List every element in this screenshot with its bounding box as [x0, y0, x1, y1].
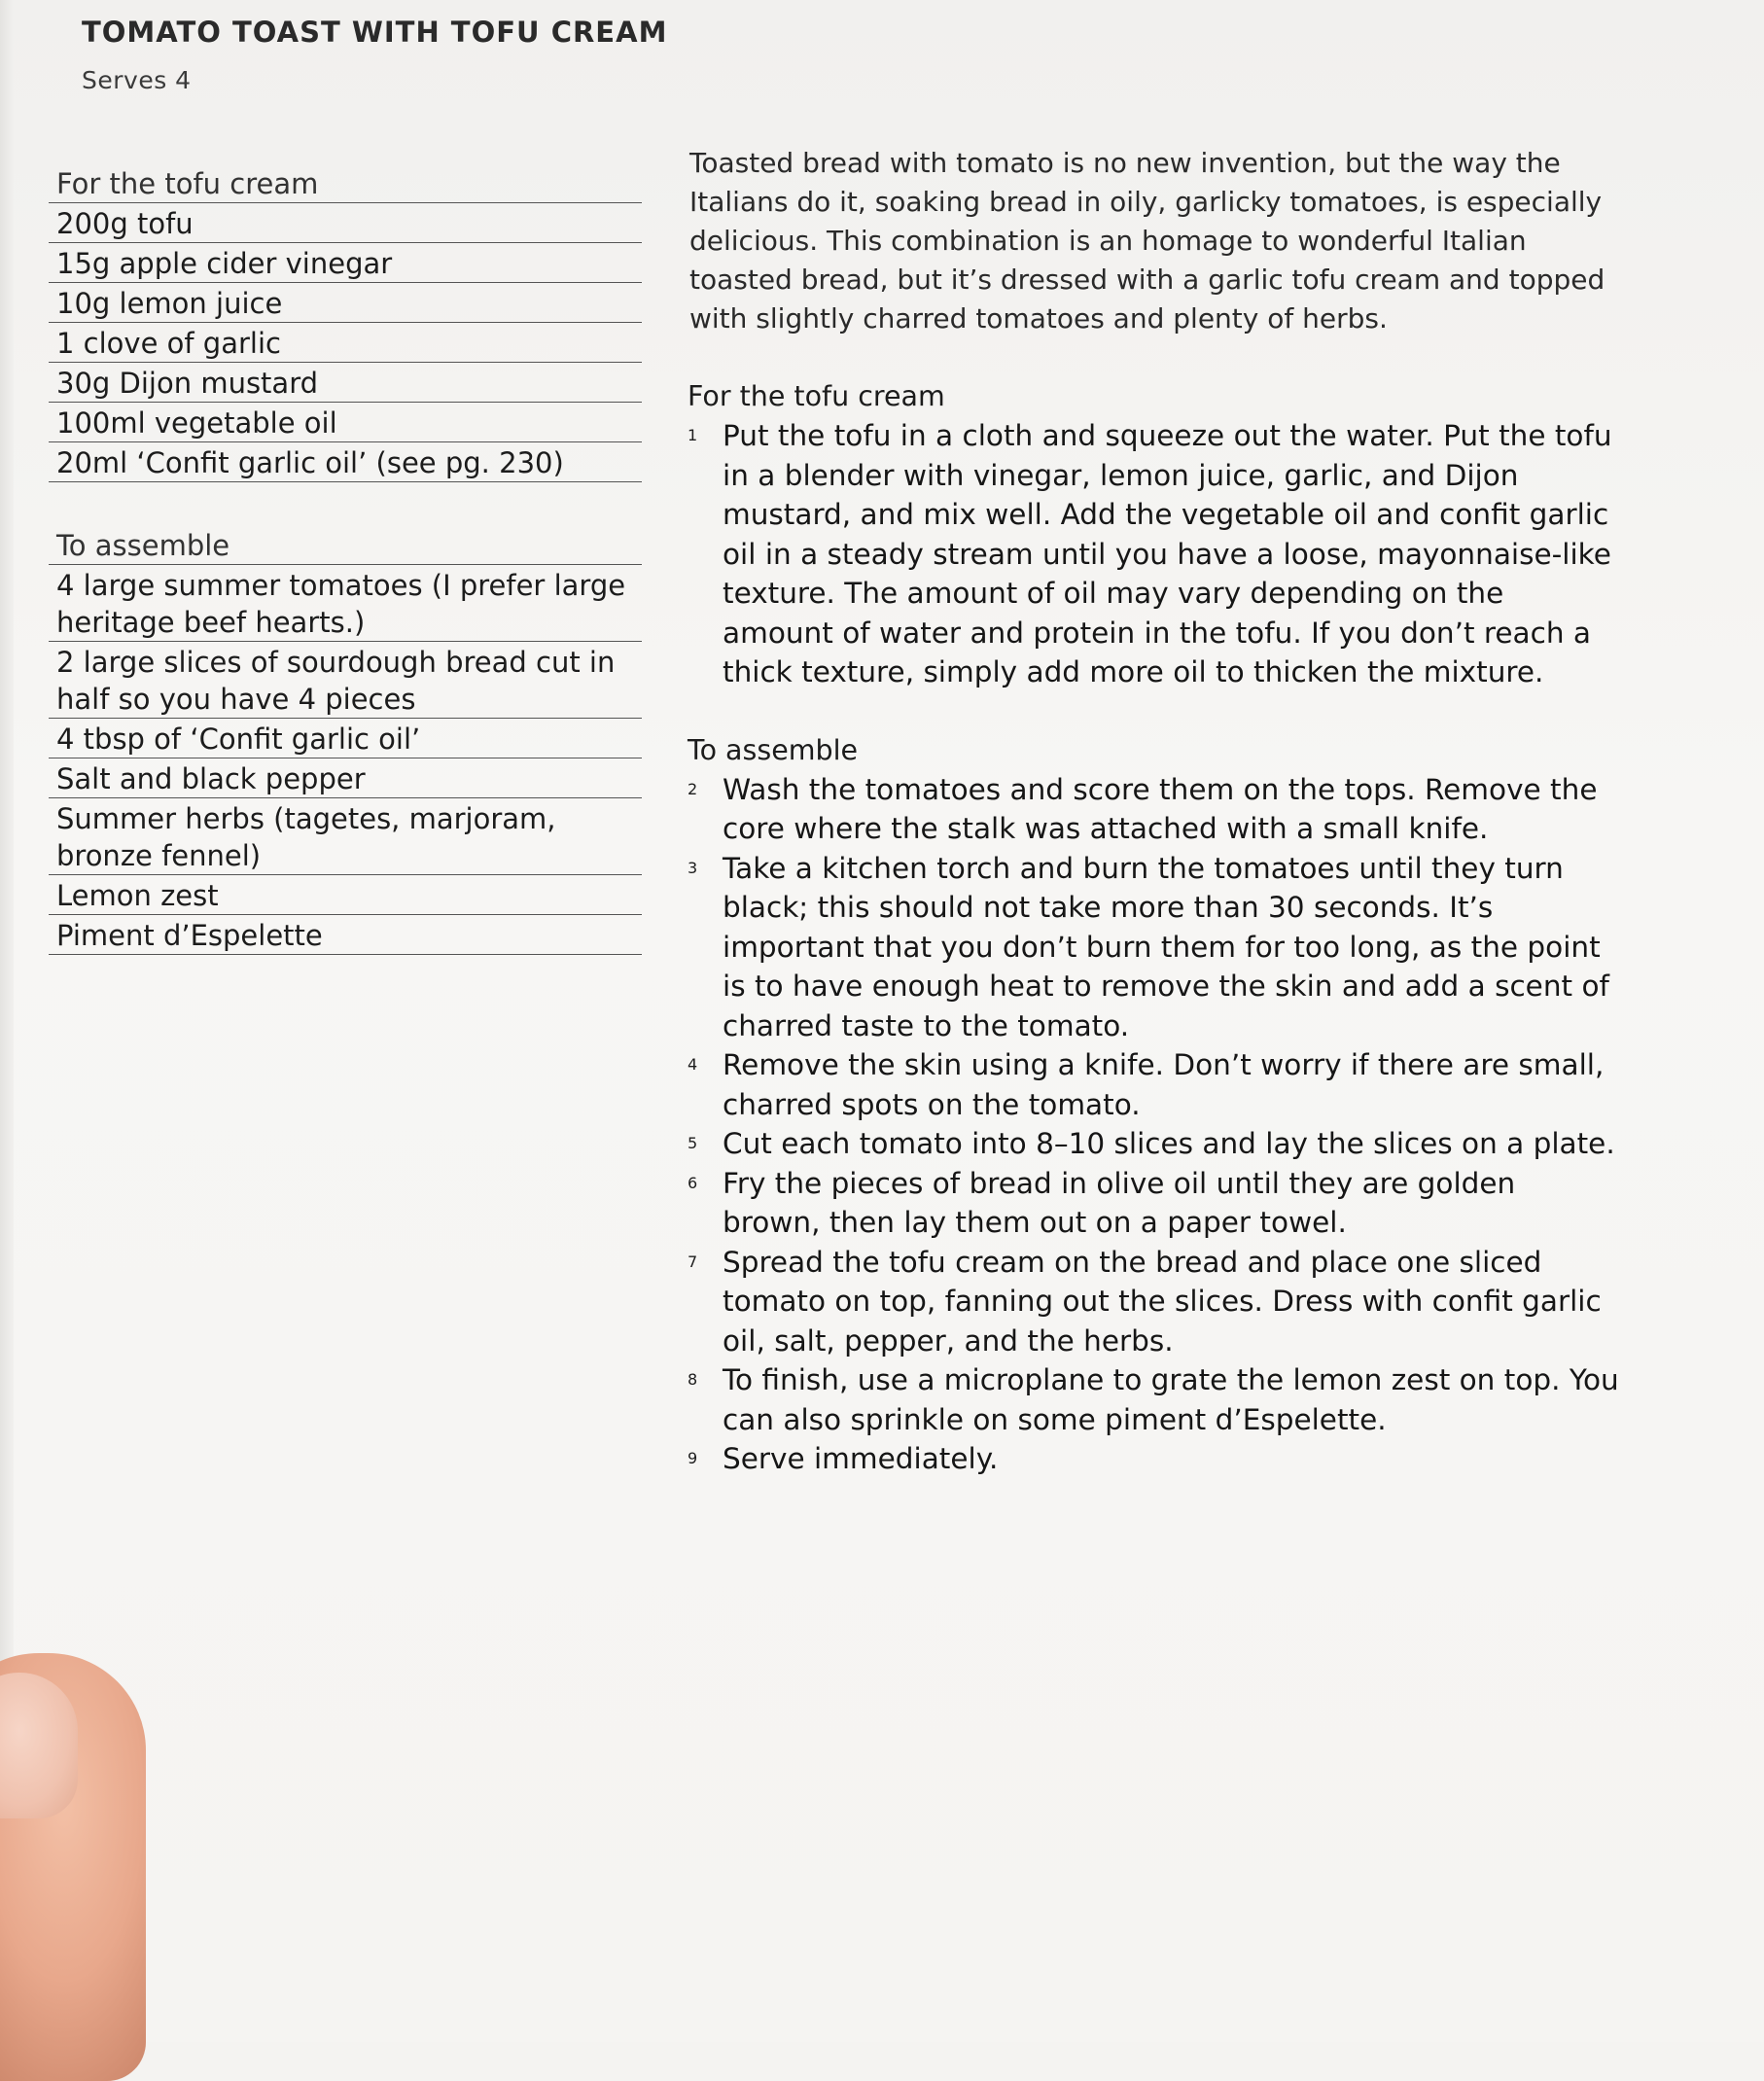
recipe-title: TOMATO TOAST WITH TOFU CREAM — [82, 16, 668, 49]
method-step — [686, 1360, 1619, 1439]
ingredients-tofu-cream — [49, 163, 642, 482]
step-number: 5 — [688, 1134, 698, 1152]
method-step — [686, 1439, 1619, 1479]
ingredient-item: Summer herbs (tagetes, marjoram, bronze fennel) — [49, 798, 642, 875]
recipe-intro: Toasted bread with tomato is no new invention, but the way the Italians do it, soaking bread in oily, garlicky tomatoes, is especially delicious. This combination is an homage to wonderful Italian toasted bread, but it’s dressed with a garlic tofu cream and topped with slightly charred tomatoes and plenty of herbs. — [689, 147, 1605, 335]
ingredient-item: Salt and black pepper — [49, 758, 642, 798]
thumbnail — [0, 1673, 78, 1818]
step-text: Fry the pieces of bread in olive oil until they are golden brown, then lay them out on a paper towel. — [723, 1166, 1516, 1239]
ingredients-assemble — [49, 525, 642, 955]
ingredient-item: 2 large slices of sourdough bread cut in half so you have 4 pieces — [49, 642, 642, 719]
recipe-header — [82, 16, 667, 94]
method-step — [686, 1164, 1619, 1243]
step-text: Serve immediately. — [723, 1442, 999, 1475]
method-assemble — [686, 731, 1619, 1479]
step-number: 2 — [688, 779, 698, 798]
ingredient-section-heading: To assemble — [49, 525, 642, 565]
step-number: 9 — [688, 1449, 698, 1467]
method-step — [686, 849, 1619, 1046]
step-text: Put the tofu in a cloth and squeeze out the water. Put the tofu in a blender with vinegar, lemon juice, garlic, and Dijon mustard, and mix well. Add the vegetable oil and confit garlic oil in a steady stream until you have a loose, mayonnaise-like texture. The amount of oil may vary depending on the amount of water and protein in the tofu. If you don’t reach a thick texture, simply add more oil to thicken the mixture. — [723, 419, 1612, 688]
ingredient-item: 30g Dijon mustard — [49, 363, 642, 403]
serves-count: Serves 4 — [82, 66, 192, 94]
method-step — [686, 1045, 1619, 1124]
ingredient-item: 4 large summer tomatoes (I prefer large heritage beef hearts.) — [49, 565, 642, 642]
ingredient-section-heading: For the tofu cream — [49, 163, 642, 203]
method-step — [686, 770, 1619, 849]
method-section-heading: To assemble — [688, 733, 859, 766]
step-text: To finish, use a microplane to grate the lemon zest on top. You can also sprinkle on some piment d’Espelette. — [723, 1363, 1619, 1436]
step-text: Remove the skin using a knife. Don’t worry if there are small, charred spots on the tomato. — [723, 1048, 1605, 1121]
ingredient-item: 1 clove of garlic — [49, 323, 642, 363]
method-step — [686, 1124, 1619, 1164]
step-text: Wash the tomatoes and score them on the tops. Remove the core where the stalk was attached with a small knife. — [723, 772, 1598, 845]
method-section-heading: For the tofu cream — [688, 380, 945, 412]
ingredients-column — [49, 163, 642, 998]
method-column — [686, 144, 1619, 1518]
step-text: Spread the tofu cream on the bread and place one sliced tomato on top, fanning out the slices. Dress with confit garlic oil, salt, pepper, and the herbs. — [723, 1245, 1602, 1358]
ingredient-item: 15g apple cider vinegar — [49, 243, 642, 283]
ingredient-item: 100ml vegetable oil — [49, 403, 642, 442]
method-step — [686, 1243, 1619, 1361]
ingredient-item: 200g tofu — [49, 203, 642, 243]
step-number: 8 — [688, 1370, 698, 1389]
ingredient-item: Lemon zest — [49, 875, 642, 915]
step-number: 3 — [688, 858, 698, 877]
ingredient-item: 20ml ‘Confit garlic oil’ (see pg. 230) — [49, 442, 642, 482]
ingredient-item: 10g lemon juice — [49, 283, 642, 323]
step-text: Take a kitchen torch and burn the tomatoes until they turn black; this should not take more than 30 seconds. It’s important that you don’t burn them for too long, as the point is to have enough heat to remove the skin and add a scent of charred taste to the tomato. — [723, 851, 1609, 1042]
method-tofu-cream — [686, 377, 1619, 692]
step-number: 7 — [688, 1252, 698, 1271]
step-text: Cut each tomato into 8–10 slices and lay the slices on a plate. — [723, 1127, 1615, 1160]
ingredient-item: 4 tbsp of ‘Confit garlic oil’ — [49, 719, 642, 758]
method-step — [686, 416, 1619, 692]
thumb-holding-page — [0, 1653, 146, 2081]
step-number: 6 — [688, 1173, 698, 1192]
step-number: 1 — [688, 426, 698, 444]
ingredient-item: Piment d’Espelette — [49, 915, 642, 955]
step-number: 4 — [688, 1055, 698, 1074]
